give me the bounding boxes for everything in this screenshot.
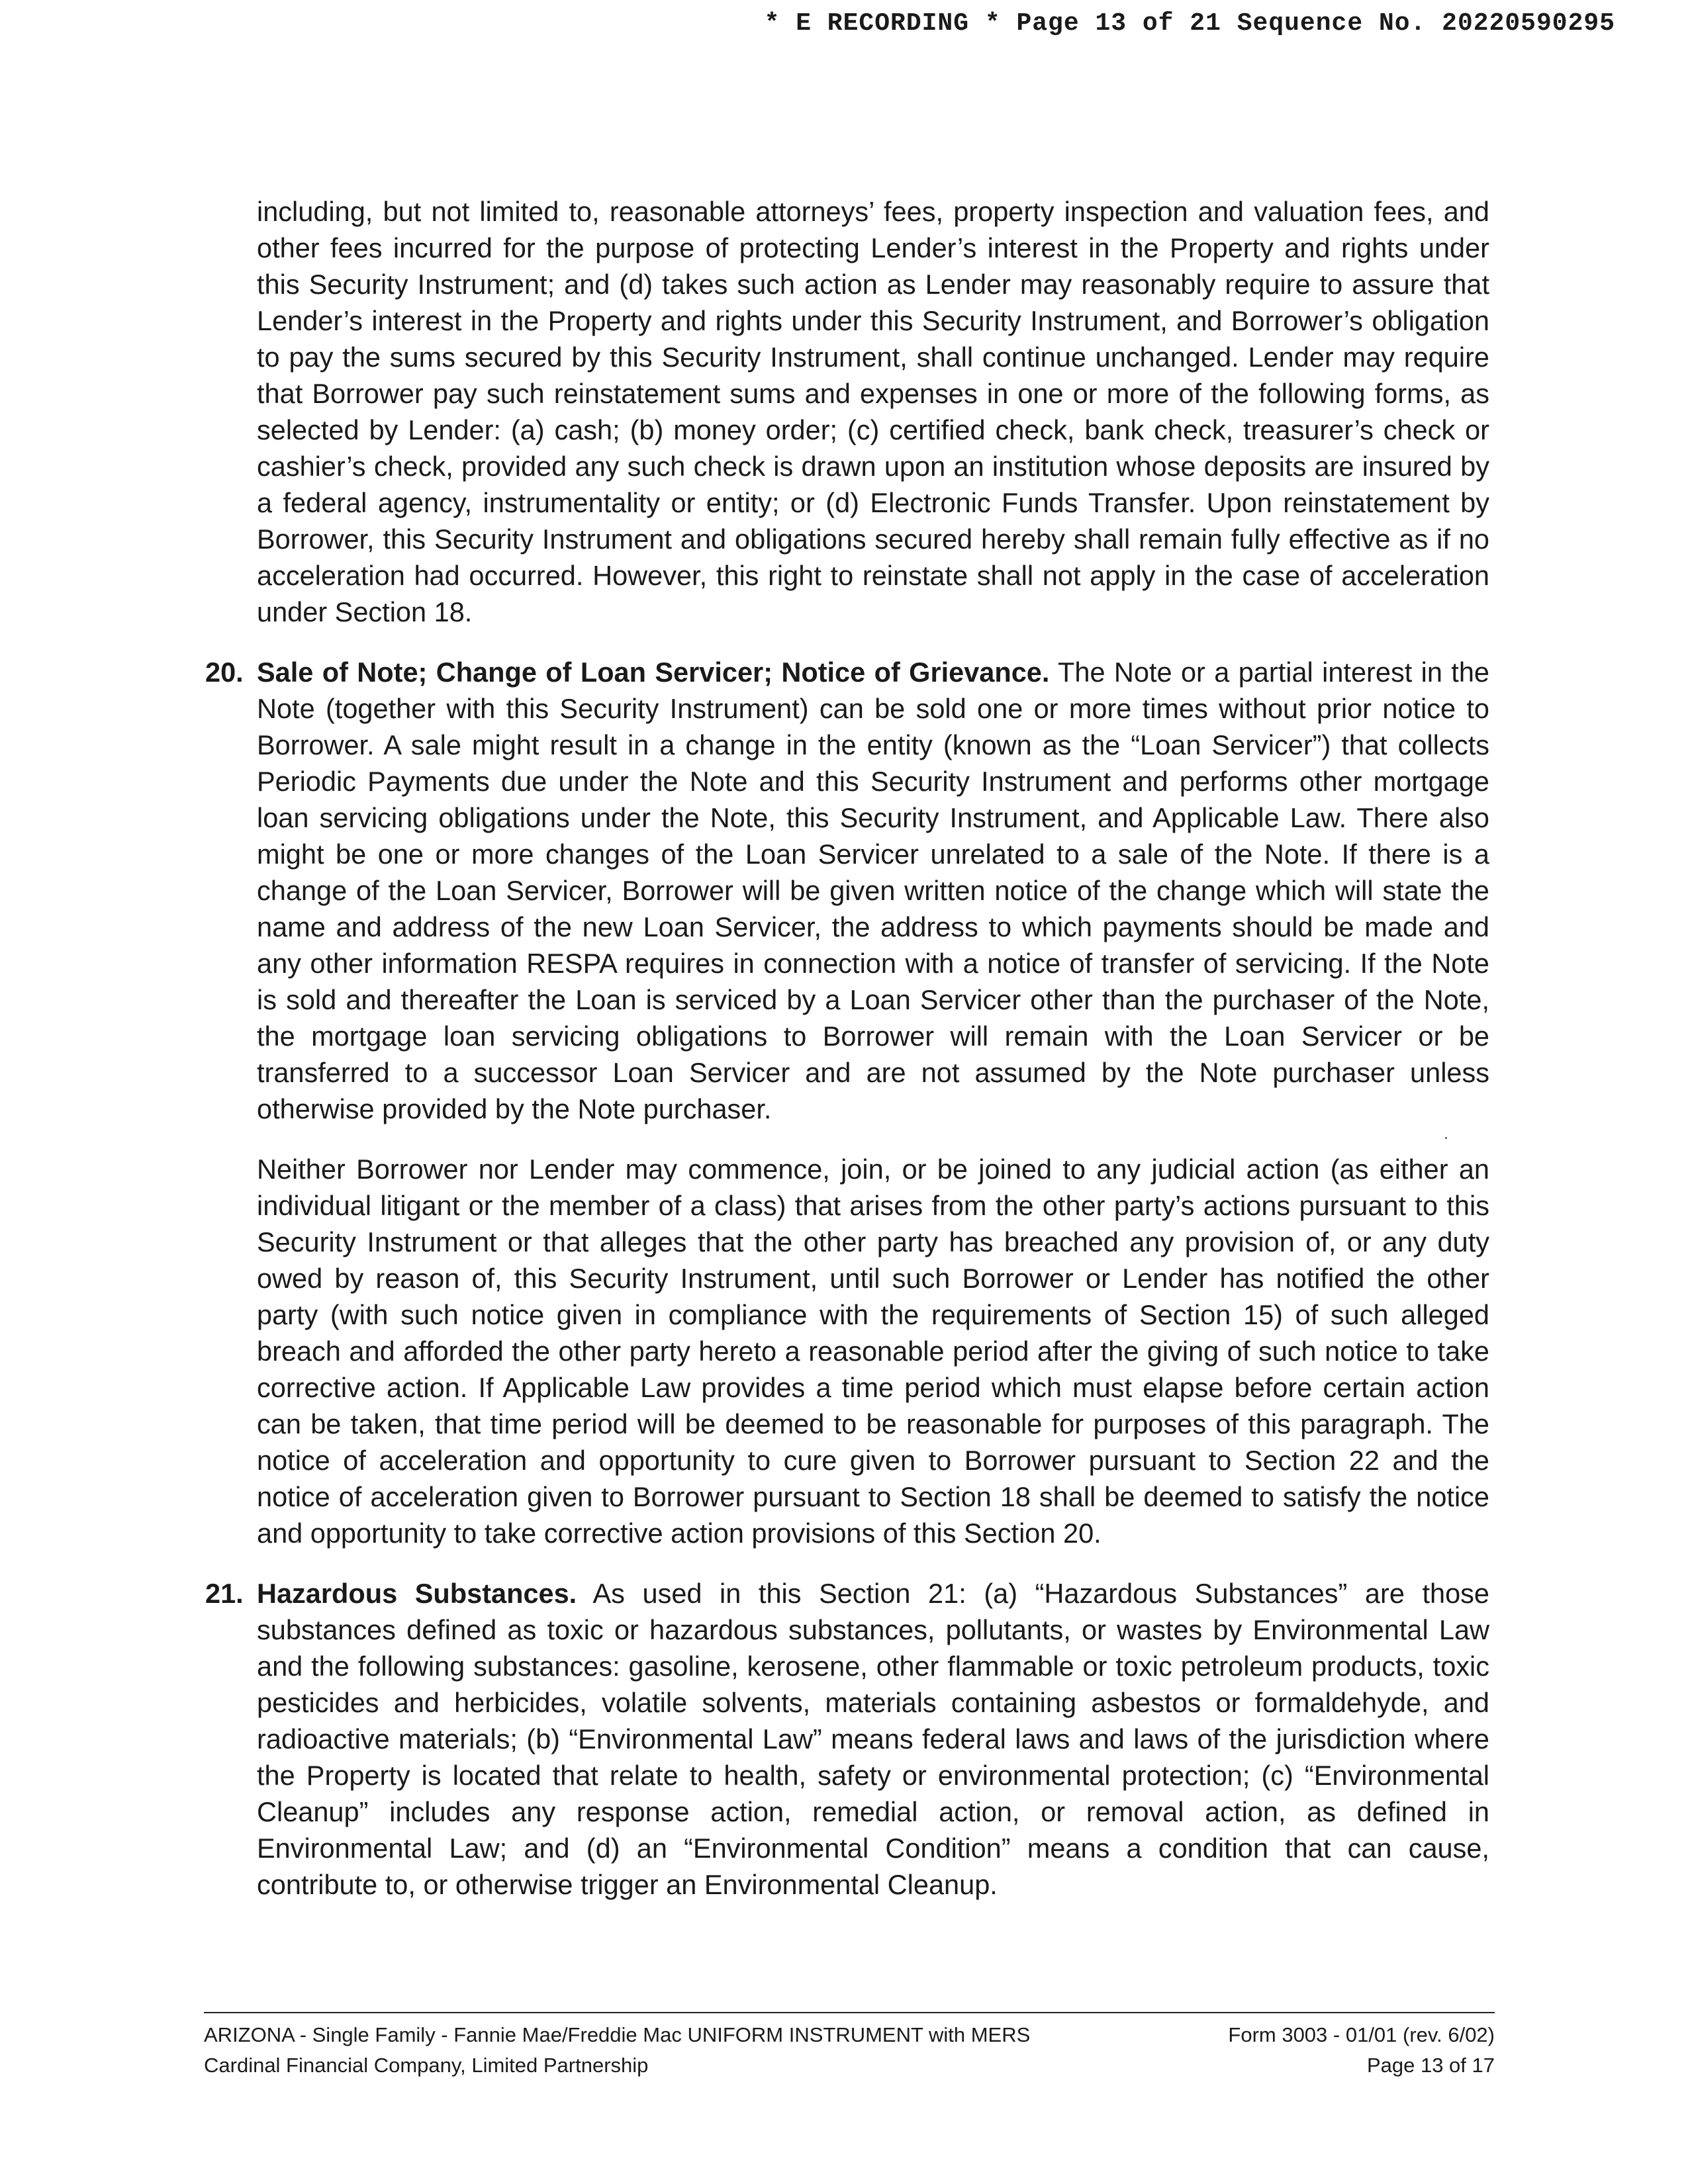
scan-speck (1445, 1137, 1447, 1139)
footer-form-number: Form 3003 - 01/01 (rev. 6/02) (1228, 2023, 1495, 2046)
footer-lender: Cardinal Financial Company, Limited Partnership (204, 2054, 649, 2077)
section-text: The Note or a partial interest in the Note (together with this Security Instrument) can be sold one or more times without prior notice to Borrower. A sale might result in a change in the entity (known as the “Loan Servicer”) that collects Periodic Payments due under the Note and this Security Instrument and performs other mortgage loan servicing obligations under the Note, this Security Instrument, and Applicable Law. There also might be one or more changes of the Loan Servicer unrelated to a sale of the Note. If there is a change of the Loan Servicer, Borrower will be given written notice of the change which will state the name and address of the new Loan Servicer, the address to which payments should be made and any other information RESPA requires in connection with a notice of transfer of servicing. If the Note is sold and thereafter the Loan is serviced by a Loan Servicer other than the purchaser of the Note, the mortgage loan servicing obligations to Borrower will remain with the Loan Servicer or be transferred to a successor Loan Servicer and are not assumed by the Note purchaser unless otherwise provided by the Note purchaser. (257, 657, 1489, 1124)
section-heading: Hazardous Substances. (257, 1578, 577, 1609)
footer-form-title: ARIZONA - Single Family - Fannie Mae/Freddie Mac UNIFORM INSTRUMENT with MERS (204, 2023, 1031, 2046)
section-21 (205, 1575, 1489, 1903)
section-20 (205, 654, 1489, 1127)
page-footer (204, 2012, 1495, 2081)
section-content (257, 1575, 1489, 1903)
recording-stamp: * E RECORDING * Page 13 of 21 Sequence No. 20220590295 (764, 9, 1615, 38)
section-20-additional-paragraph: Neither Borrower nor Lender may commence, join, or be joined to any judicial action (as either an individual litigant or the member of a class) that arises from the other party’s actions pursuant to this Security Instrument or that alleges that the other party has breached any provision of, or any duty owed by reason of, this Security Instrument, until such Borrower or Lender has notified the other party (with such notice given in compliance with the requirements of Section 15) of such alleged breach and afforded the other party hereto a reasonable period after the giving of such notice to take corrective action. If Applicable Law provides a time period which must elapse before certain action can be taken, that time period will be deemed to be reasonable for purposes of this paragraph. The notice of acceleration and opportunity to cure given to Borrower pursuant to Section 22 and the notice of acceleration given to Borrower pursuant to Section 18 shall be deemed to satisfy the notice and opportunity to take corrective action provisions of this Section 20. (257, 1154, 1489, 1549)
section-number: 20. (205, 657, 244, 688)
section-text: As used in this Section 21: (a) “Hazardous Substances” are those substances defined as toxic or hazardous substances, pollutants, or wastes by Environmental Law and the following substances: gasoline, kerosene, other flammable or toxic petroleum products, toxic pesticides and herbicides, volatile solvents, materials containing asbestos or formaldehyde, and radioactive materials; (b) “Environmental Law” means federal laws and laws of the jurisdiction where the Property is located that relate to health, safety or environmental protection; (c) “Environmental Cleanup” includes any response action, remedial action, or removal action, as defined in Environmental Law; and (d) an “Environmental Condition” means a condition that can cause, contribute to, or otherwise trigger an Environmental Cleanup. (257, 1578, 1490, 1900)
section-content (257, 654, 1489, 1127)
footer-row-2 (204, 2050, 1495, 2081)
section-heading: Sale of Note; Change of Loan Servicer; Notice of Grievance. (257, 657, 1050, 688)
footer-row-1 (204, 2020, 1495, 2050)
continuation-paragraph: including, but not limited to, reasonable attorneys’ fees, property inspection and valuation fees, and other fees incurred for the purpose of protecting Lender’s interest in the Property and rights under this Security Instrument; and (d) takes such action as Lender may reasonably require to assure that Lender’s interest in the Property and rights under this Security Instrument, and Borrower’s obligation to pay the sums secured by this Security Instrument, shall continue unchanged. Lender may require that Borrower pay such reinstatement sums and expenses in one or more of the following forms, as selected by Lender: (a) cash; (b) money order; (c) certified check, bank check, treasurer’s check or cashier’s check, provided any such check is drawn upon an institution whose deposits are insured by a federal agency, instrumentality or entity; or (d) Electronic Funds Transfer. Upon reinstatement by Borrower, this Security Instrument and obligations secured hereby shall remain fully effective as if no acceleration had occurred. However, this right to reinstate shall not apply in the case of acceleration under Section 18. (257, 196, 1489, 627)
document-body (205, 193, 1489, 1927)
section-number: 21. (205, 1578, 244, 1609)
footer-page-label: Page 13 of 17 (1366, 2054, 1495, 2077)
